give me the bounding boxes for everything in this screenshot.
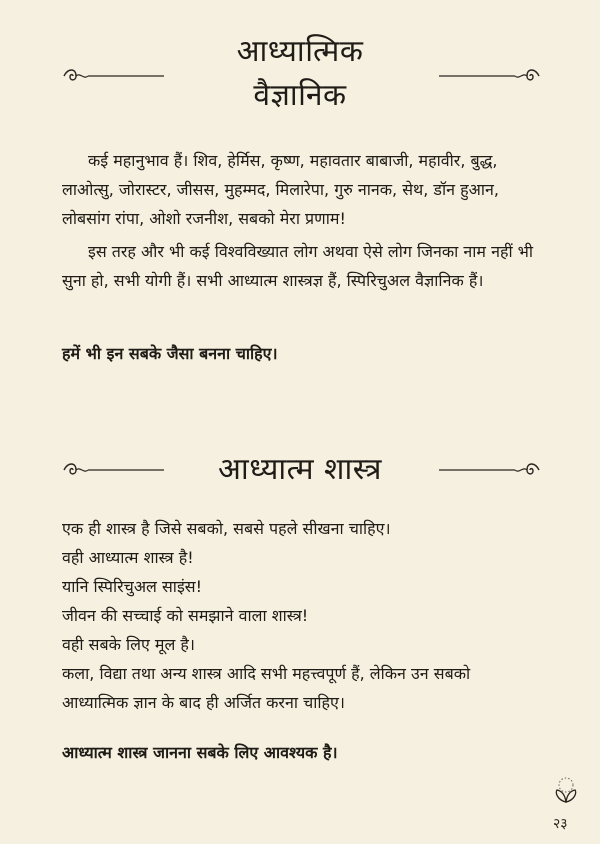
page-number: २३ <box>553 816 568 832</box>
section2-title-text: आध्यात्म शास्त्र <box>218 452 382 487</box>
body-line: वही सबके लिए मूल है। <box>62 635 195 654</box>
paragraph-yogis: इस तरह और भी कई विश्वविख्यात लोग अथवा ऐसे लोग जिनका नाम नहीं भी सुना हो, सभी योगी हैं। सभी आध्यात्म शास्त्रज्ञ हैं, स्पिरिचुअल वैज्ञानिक हैं। <box>62 242 534 290</box>
body-line: एक ही शास्त्र है जिसे सबको, सबसे पहले सीखना चाहिए। <box>62 519 391 538</box>
body-line: जीवन की सच्चाई को समझाने वाला शास्त्र! <box>62 606 309 625</box>
scroll-ornament-right-icon <box>438 460 543 480</box>
title-line-1: आध्यात्मिक <box>236 34 364 69</box>
body-line: यानि स्पिरिचुअल साइंस! <box>62 577 203 596</box>
body-line: कला, विद्या तथा अन्य शास्त्र आदि सभी महत्त्वपूर्ण हैं, लेकिन उन सबको <box>62 664 471 683</box>
section2-body <box>62 514 562 717</box>
bold-statement-1: हमें भी इन सबके जैसा बनना चाहिए। <box>62 344 278 363</box>
body-line: वही आध्यात्म शास्त्र है! <box>62 548 194 567</box>
paragraph-great-souls: कई महानुभाव हैं। शिव, हेर्मिस, कृष्ण, महावतार बाबाजी, महावीर, बुद्ध, लाओत्सु, जोरास्टर, जीसस, मुहम्मद, मिलारेपा, गुरु नानक, सेथ, डॉन हुआन, लोबसांग रांपा, ओशो रजनीश, सबको मेरा प्रणाम! <box>62 151 499 228</box>
scroll-ornament-right-icon <box>438 66 543 86</box>
scroll-ornament-left-icon <box>60 460 165 480</box>
leaf-icon <box>553 776 579 806</box>
body-line: आध्यात्मिक ज्ञान के बाद ही अर्जित करना चाहिए। <box>62 693 345 712</box>
scroll-ornament-left-icon <box>60 66 165 86</box>
title-line-2: वैज्ञानिक <box>253 78 347 113</box>
bold-statement-2: आध्यात्म शास्त्र जानना सबके लिए आवश्यक है। <box>62 743 338 762</box>
